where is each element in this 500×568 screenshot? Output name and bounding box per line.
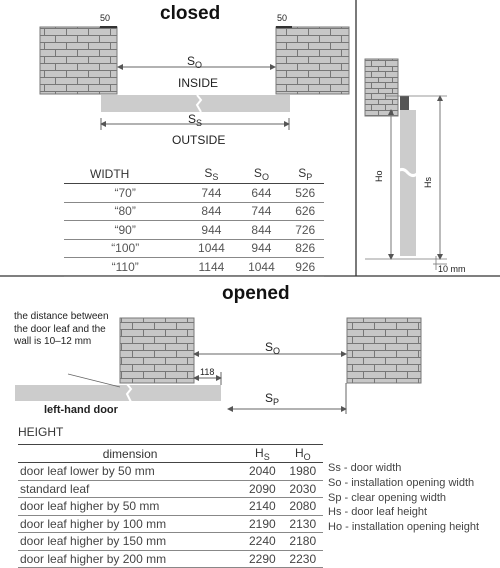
opened-sp-label: $S_P$ (265, 391, 280, 407)
table-row (64, 221, 324, 240)
table-cell: 2140 (242, 498, 282, 516)
table-cell: 744 (236, 202, 286, 221)
opened-left-wall (120, 318, 194, 383)
legend-item: So - installation opening width (328, 476, 475, 489)
table-cell: 944 (186, 221, 236, 240)
width-table (64, 164, 324, 277)
table-cell: 926 (286, 258, 324, 277)
table-row (64, 184, 324, 203)
col-dimension: dimension (18, 445, 242, 463)
table-row (18, 480, 323, 498)
table-cell: 2240 (242, 533, 282, 551)
outside-label: OUTSIDE (172, 133, 226, 147)
table-cell: 1144 (186, 258, 236, 277)
table-cell: 626 (286, 202, 324, 221)
table-cell: 2290 (242, 550, 282, 568)
table-cell: 2090 (242, 480, 282, 498)
col-hs: $H_S$ (242, 445, 282, 463)
table-row (18, 498, 323, 516)
table-cell: door leaf higher by 150 mm (18, 533, 242, 551)
legend (328, 461, 479, 535)
width-table-header (64, 164, 324, 184)
gap-note: the distance between the door leaf and the wall is 10–12 mm (14, 311, 109, 347)
table-cell: 726 (286, 221, 324, 240)
legend-item: Ss - door width (328, 462, 402, 474)
opened-so-label: $S_O$ (265, 340, 281, 356)
height-table (18, 444, 323, 568)
table-cell: “70” (64, 184, 186, 203)
height-table-header (18, 445, 323, 463)
dim-118-label: 118 (200, 367, 215, 377)
table-cell: door leaf higher by 100 mm (18, 515, 242, 533)
side-door-leaf (398, 110, 418, 256)
table-cell: 526 (286, 184, 324, 203)
table-row (64, 258, 324, 277)
table-row (18, 533, 323, 551)
table-cell: 2230 (283, 550, 323, 568)
table-cell: “90” (64, 221, 186, 240)
col-so: $S_O$ (236, 164, 286, 184)
table-cell: 2180 (283, 533, 323, 551)
table-cell: 844 (236, 221, 286, 240)
side-frame-head (400, 96, 409, 110)
table-row (18, 515, 323, 533)
wall-dim-right: 50 (277, 13, 288, 23)
table-cell: “110” (64, 258, 186, 277)
legend-item: Hs - door leaf height (328, 506, 428, 519)
table-cell: 644 (236, 184, 286, 203)
opened-title: opened (222, 283, 290, 304)
col-ho: $H_O$ (283, 445, 323, 463)
table-cell: 2080 (283, 498, 323, 516)
table-cell: “100” (64, 239, 186, 258)
table-cell: 826 (286, 239, 324, 258)
table-row (64, 239, 324, 258)
col-width: WIDTH (64, 164, 186, 184)
wall-dim-left: 50 (100, 13, 111, 23)
table-row (18, 550, 323, 568)
closed-title: closed (160, 3, 221, 24)
table-cell: door leaf lower by 50 mm (18, 463, 242, 481)
table-row (64, 202, 324, 221)
table-cell: 1044 (236, 258, 286, 277)
side-wall (365, 59, 398, 116)
inside-label: INSIDE (178, 76, 219, 90)
table-cell: 844 (186, 202, 236, 221)
closed-left-wall (40, 27, 117, 94)
table-cell: 2040 (242, 463, 282, 481)
door-caption: left-hand door (44, 404, 118, 416)
col-sp: $S_P$ (286, 164, 324, 184)
table-cell: 2190 (242, 515, 282, 533)
closed-door-leaf (101, 95, 290, 112)
table-cell: standard leaf (18, 480, 242, 498)
table-cell: “80” (64, 202, 186, 221)
table-cell: door leaf higher by 50 mm (18, 498, 242, 516)
hs-label: Hs (423, 177, 433, 188)
table-cell: 2030 (283, 480, 323, 498)
opened-right-wall (347, 318, 421, 383)
closed-right-wall (276, 27, 349, 94)
legend-item: Ho - installation opening height (328, 521, 480, 534)
closed-ss-label: $S_S$ (188, 112, 203, 128)
table-cell: door leaf higher by 200 mm (18, 550, 242, 568)
table-cell: 2130 (283, 515, 323, 533)
table-row (18, 463, 323, 481)
table-cell: 1044 (186, 239, 236, 258)
ho-label: Ho (374, 170, 384, 182)
gap-label: 10 mm (438, 264, 466, 274)
table-cell: 944 (236, 239, 286, 258)
height-title: HEIGHT (18, 425, 64, 439)
table-cell: 1980 (283, 463, 323, 481)
legend-item: Sp - clear opening width (328, 491, 447, 504)
closed-so-label: $S_O$ (187, 54, 203, 70)
table-cell: 744 (186, 184, 236, 203)
col-ss: $S_S$ (186, 164, 236, 184)
